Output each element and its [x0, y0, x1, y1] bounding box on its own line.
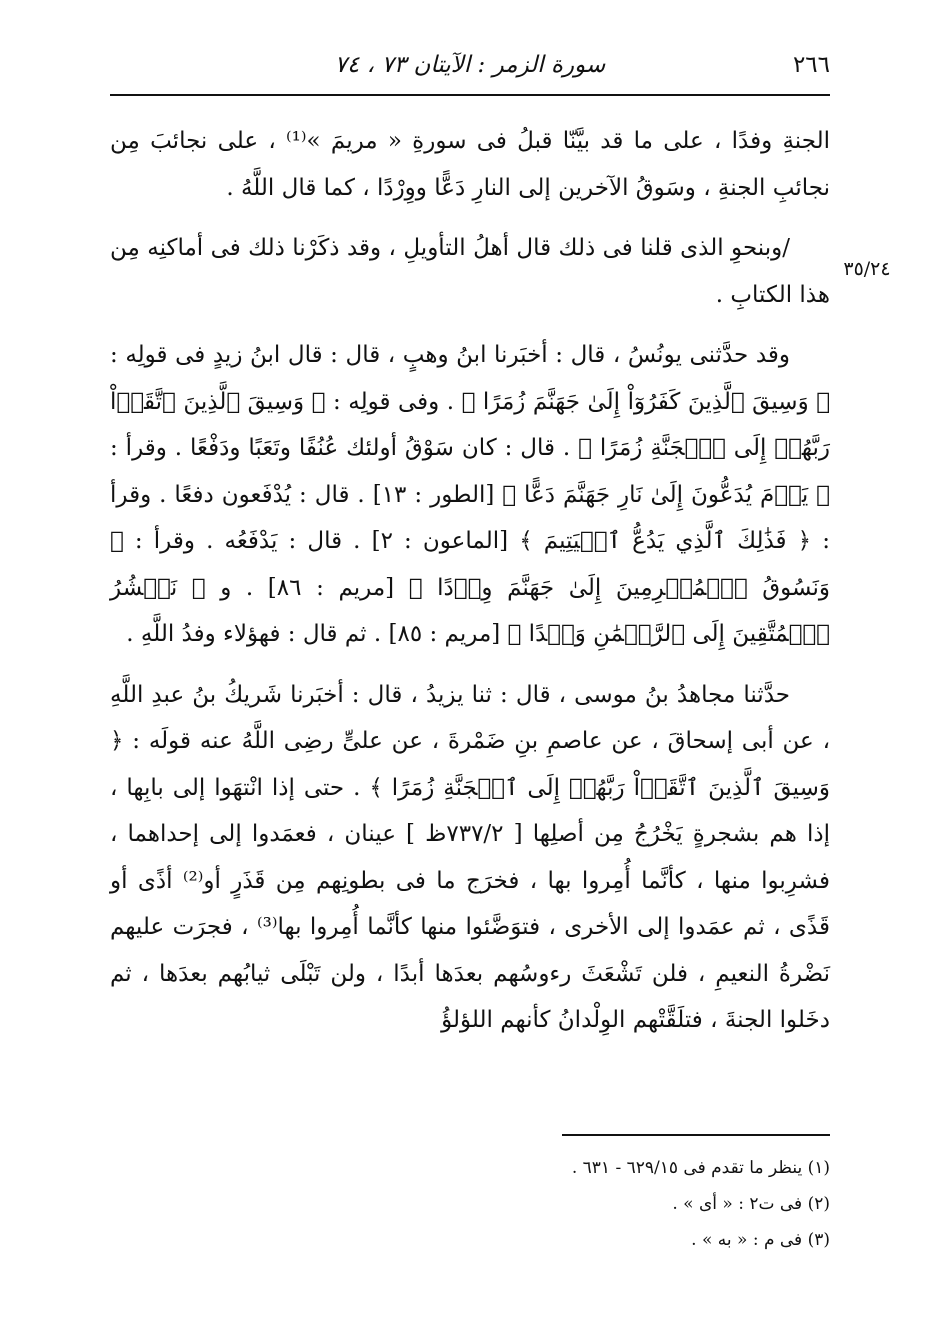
- main-text: [110, 118, 830, 1058]
- footnote: (٢) فى ت٢ : « أى » .: [672, 1194, 830, 1214]
- paragraph: الجنةِ وفدًا ، على ما قد بيَّنّا قبلُ فى سورةِ « مريمَ »⁽¹⁾ ، على نجائبَ مِن نجائبِ الجنةِ ، وسَوقُ الآخرين إلى النارِ دَعًّا ووِرْدًا ، كما قال اللَّهُ .: [110, 128, 830, 201]
- footnotes: [110, 1150, 830, 1258]
- paragraph: حدَّثنا مجاهدُ بنُ موسى ، قال : ثنا يزيدُ ، قال : أخبَرنا شَريكُ بنُ عبدِ اللَّهِ ، عن أبى إسحاقَ ، عن عاصمِ بنِ ضَمْرةَ ، عن علىٍّ رضِى اللَّهُ عنه قولَه : ﴿ وَسِيقَ ٱلَّذِينَ ٱتَّقَوۡاْ رَبَّهُمۡ إِلَى ٱلۡجَنَّةِ زُمَرًا ﴾ . حتى إذا انْتهَوا إلى بابِها ، إذا هم بشجرةٍ يَخْرُجُ مِن أصلِها [ ٧٣٧/٢ظ ] عينان ، فعمَدوا إلى إحداهما ، فشرِبوا منها ، كأنَّما أُمِروا بها ، فخرَج ما فى بطونِهم مِن قَذَرٍ أو⁽²⁾ أذًى أو قَذًى ، ثم عمَدوا إلى الأخرى ، فتوَضَّئوا منها كأنَّما أُمِروا بها⁽³⁾ ، فجرَت عليهم نَضْرةُ النعيمِ ، فلن تَشْعَثَ رءوسُهم بعدَها أبدًا ، ولن تَبْلَى ثيابُهم بعدَها ، ثم دخَلوا الجنةَ ، فتلَقَّتْهم الوِلْدانُ كأنهم اللؤلؤُ: [110, 681, 830, 1033]
- page-header: [110, 48, 830, 88]
- margin-reference: ٣٥/٢٤: [843, 258, 891, 280]
- paragraph: /وبنحوِ الذى قلنا فى ذلك قال أهلُ التأويلِ ، وقد ذكَرْنا ذلك فى أماكنِه مِن هذا الكتابِ .: [110, 235, 830, 308]
- paragraph: وقد حدَّثنى يونُسُ ، قال : أخبَرنا ابنُ وهبٍ ، قال : قال ابنُ زيدٍ فى قولِه : ﴿ وَسِيقَ ٱلَّذِينَ كَفَرُوٓاْ إِلَىٰ جَهَنَّمَ زُمَرًا ﴾ . وفى قولِه : ﴿ وَسِيقَ ٱلَّذِينَ ٱتَّقَوۡاْ رَبَّهُمۡ إِلَى ٱلۡجَنَّةِ زُمَرًا ﴾ . قال : كان سَوْقُ أولئك عُنُفًا وتَعَبًا ودَفْعًا . وقرأ : ﴿ يَوۡمَ يُدَعُّونَ إِلَىٰ نَارِ جَهَنَّمَ دَعًّا ﴾ [الطور : ١٣] . قال : يُدْفَعون دفعًا . وقرأ : ﴿ فَذَٰلِكَ ٱلَّذِي يَدُعُّ ٱلۡيَتِيمَ ﴾ [الماعون : ٢] . قال : يَدْفَعُه . وقرأ : ﴿ وَنَسُوقُ ٱلۡمُجۡرِمِينَ إِلَىٰ جَهَنَّمَ وِرۡدًا ﴾ [مريم : ٨٦] . و ﴿ نَحۡشُرُ ٱلۡمُتَّقِينَ إِلَى ٱلرَّحۡمَٰنِ وَفۡدًا ﴾ [مريم : ٨٥] . ثم قال : فهؤلاء وفدُ اللَّهِ .: [110, 342, 831, 647]
- footnote: (٣) فى م : « به » .: [691, 1230, 830, 1250]
- footnote-divider: [562, 1134, 830, 1136]
- header-divider: [110, 94, 830, 96]
- footnote: (١) ينظر ما تقدم فى ٦٢٩/١٥ - ٦٣١ .: [571, 1158, 830, 1178]
- running-title: سورة الزمر : الآيتان ٧٣ ، ٧٤: [334, 52, 606, 78]
- page-number: ٢٦٦: [792, 52, 830, 78]
